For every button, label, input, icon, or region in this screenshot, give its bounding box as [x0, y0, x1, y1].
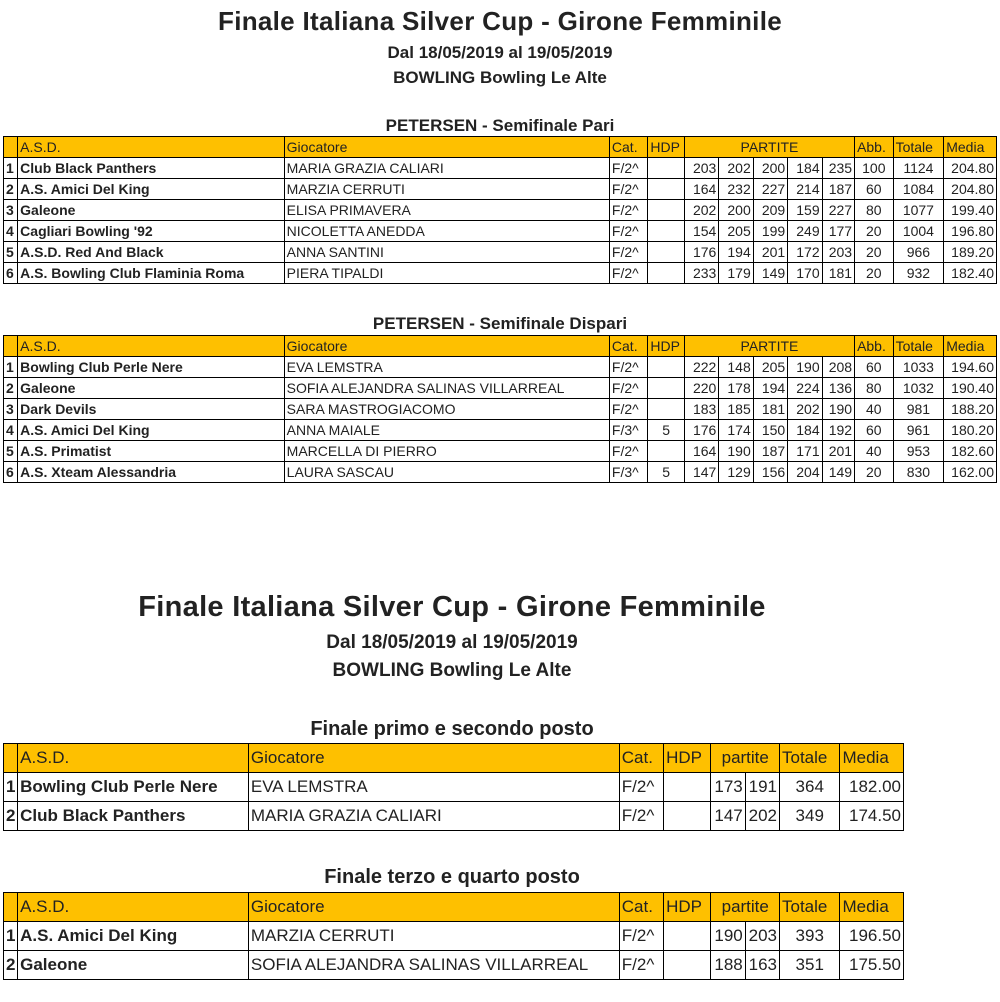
row-game-score: 204 — [788, 462, 822, 483]
row-category: F/2^ — [619, 951, 663, 980]
row-game-score: 190 — [788, 357, 822, 378]
row-handicap: 5 — [648, 462, 684, 483]
header-asd: A.S.D. — [18, 893, 249, 922]
row-game-score: 191 — [745, 773, 779, 802]
row-game-score: 200 — [753, 158, 787, 179]
row-category: F/2^ — [609, 357, 648, 378]
row-game-score: 209 — [753, 200, 787, 221]
header-cat: Cat. — [609, 336, 648, 357]
row-game-score: 203 — [822, 242, 854, 263]
header-pos-cell — [4, 893, 18, 922]
row-total: 830 — [893, 462, 944, 483]
semi-dispari-table — [3, 335, 997, 483]
venue-2: BOWLING Bowling Le Alte — [332, 660, 572, 681]
row-player: NICOLETTA ANEDDA — [284, 221, 609, 242]
row-abbuono: 20 — [855, 242, 894, 263]
row-player: ELISA PRIMAVERA — [284, 200, 609, 221]
row-position: 4 — [4, 221, 18, 242]
row-category: F/2^ — [609, 378, 648, 399]
row-player: EVA LEMSTRA — [284, 357, 609, 378]
table-row — [4, 773, 904, 802]
table-row — [4, 922, 904, 951]
row-average: 190.40 — [944, 378, 997, 399]
row-club: A.S. Amici Del King — [18, 922, 249, 951]
row-position: 5 — [4, 441, 18, 462]
row-game-score: 129 — [719, 462, 753, 483]
row-abbuono: 80 — [855, 200, 894, 221]
table-row — [4, 951, 904, 980]
row-category: F/2^ — [609, 441, 648, 462]
row-club: Galeone — [18, 951, 249, 980]
row-club: Club Black Panthers — [18, 802, 249, 831]
row-handicap — [648, 242, 684, 263]
row-average: 182.60 — [944, 441, 997, 462]
header-total: Totale — [780, 893, 840, 922]
row-abbuono: 60 — [855, 357, 894, 378]
row-game-score: 171 — [788, 441, 822, 462]
header-cat: Cat. — [619, 893, 663, 922]
row-abbuono: 100 — [855, 158, 894, 179]
row-club: Galeone — [18, 200, 284, 221]
header-hdp: HDP — [648, 336, 684, 357]
table-row — [4, 441, 997, 462]
row-player: SOFIA ALEJANDRA SALINAS VILLARREAL — [284, 378, 609, 399]
table-header-row — [4, 137, 997, 158]
row-position: 5 — [4, 242, 18, 263]
row-abbuono: 40 — [855, 441, 894, 462]
row-category: F/2^ — [609, 200, 648, 221]
header-asd: A.S.D. — [18, 336, 284, 357]
row-game-score: 176 — [684, 420, 718, 441]
row-handicap — [664, 922, 711, 951]
row-game-score: 187 — [753, 441, 787, 462]
row-game-score: 147 — [711, 802, 745, 831]
row-game-score: 200 — [719, 200, 753, 221]
row-total: 1077 — [893, 200, 944, 221]
semi-dispari-title: PETERSEN - Semifinale Dispari — [372, 314, 628, 333]
row-game-score: 177 — [822, 221, 854, 242]
row-position: 2 — [4, 951, 18, 980]
row-total: 364 — [780, 773, 840, 802]
row-position: 2 — [4, 179, 18, 200]
row-game-score: 202 — [719, 158, 753, 179]
row-total: 1124 — [893, 158, 944, 179]
header-total: Totale — [893, 137, 944, 158]
header-pos-cell — [4, 336, 18, 357]
page-title-2: Finale Italiana Silver Cup - Girone Femminile — [138, 591, 766, 623]
row-position: 6 — [4, 263, 18, 284]
row-game-score: 203 — [684, 158, 718, 179]
row-total: 393 — [780, 922, 840, 951]
row-handicap — [664, 802, 711, 831]
row-club: Dark Devils — [18, 399, 284, 420]
row-game-score: 214 — [788, 179, 822, 200]
row-handicap — [664, 773, 711, 802]
row-game-score: 163 — [745, 951, 779, 980]
header-player: Giocatore — [248, 744, 619, 773]
row-player: MARIA GRAZIA CALIARI — [284, 158, 609, 179]
table-header-row — [4, 336, 997, 357]
row-player: LAURA SASCAU — [284, 462, 609, 483]
row-total: 1033 — [893, 357, 944, 378]
row-player: MARZIA CERRUTI — [248, 922, 619, 951]
row-handicap — [648, 179, 684, 200]
table-row — [4, 399, 997, 420]
row-player: SOFIA ALEJANDRA SALINAS VILLARREAL — [248, 951, 619, 980]
header-hdp: HDP — [648, 137, 684, 158]
row-game-score: 232 — [719, 179, 753, 200]
row-category: F/2^ — [609, 221, 648, 242]
row-handicap — [648, 399, 684, 420]
row-game-score: 222 — [684, 357, 718, 378]
row-total: 966 — [893, 242, 944, 263]
header-total: Totale — [780, 744, 840, 773]
row-average: 204.80 — [944, 158, 997, 179]
row-total: 961 — [893, 420, 944, 441]
row-category: F/2^ — [609, 242, 648, 263]
table-header-row — [4, 744, 904, 773]
row-game-score: 183 — [684, 399, 718, 420]
header-hdp: HDP — [664, 893, 711, 922]
header-abb: Abb. — [855, 336, 894, 357]
table-row — [4, 158, 997, 179]
row-game-score: 136 — [822, 378, 854, 399]
header-cat: Cat. — [609, 137, 648, 158]
row-game-score: 172 — [788, 242, 822, 263]
row-game-score: 185 — [719, 399, 753, 420]
row-average: 199.40 — [944, 200, 997, 221]
row-game-score: 202 — [684, 200, 718, 221]
venue: BOWLING Bowling Le Alte — [393, 68, 607, 87]
row-handicap — [648, 200, 684, 221]
row-position: 2 — [4, 802, 18, 831]
row-category: F/3^ — [609, 420, 648, 441]
row-game-score: 164 — [684, 441, 718, 462]
row-game-score: 202 — [745, 802, 779, 831]
row-average: 204.80 — [944, 179, 997, 200]
table-row — [4, 179, 997, 200]
row-player: ANNA MAIALE — [284, 420, 609, 441]
row-game-score: 224 — [788, 378, 822, 399]
row-game-score: 181 — [753, 399, 787, 420]
row-position: 1 — [4, 773, 18, 802]
row-game-score: 159 — [788, 200, 822, 221]
row-game-score: 173 — [711, 773, 745, 802]
row-total: 1084 — [893, 179, 944, 200]
row-game-score: 233 — [684, 263, 718, 284]
header-asd: A.S.D. — [18, 744, 249, 773]
header-games: partite — [711, 893, 780, 922]
row-game-score: 154 — [684, 221, 718, 242]
final-1-2-table — [3, 743, 904, 831]
row-handicap — [664, 951, 711, 980]
row-total: 351 — [780, 951, 840, 980]
header-games: PARTITE — [684, 137, 854, 158]
row-club: A.S. Primatist — [18, 441, 284, 462]
row-game-score: 188 — [711, 951, 745, 980]
row-category: F/2^ — [619, 773, 663, 802]
row-position: 1 — [4, 922, 18, 951]
date-range: Dal 18/05/2019 al 19/05/2019 — [387, 43, 613, 62]
row-game-score: 149 — [753, 263, 787, 284]
row-game-score: 194 — [719, 242, 753, 263]
row-abbuono: 20 — [855, 462, 894, 483]
row-club: A.S. Amici Del King — [18, 179, 284, 200]
table-row — [4, 420, 997, 441]
row-category: F/3^ — [609, 462, 648, 483]
row-game-score: 190 — [822, 399, 854, 420]
table-header-row — [4, 893, 904, 922]
row-player: MARCELLA DI PIERRO — [284, 441, 609, 462]
row-position: 6 — [4, 462, 18, 483]
header-avg: Media — [840, 893, 904, 922]
semi-pari-table — [3, 136, 997, 284]
header-cat: Cat. — [619, 744, 663, 773]
row-game-score: 201 — [822, 441, 854, 462]
header-abb: Abb. — [855, 137, 894, 158]
row-player: EVA LEMSTRA — [248, 773, 619, 802]
row-handicap — [648, 263, 684, 284]
row-game-score: 201 — [753, 242, 787, 263]
header-player: Giocatore — [284, 137, 609, 158]
row-abbuono: 20 — [855, 221, 894, 242]
row-abbuono: 60 — [855, 179, 894, 200]
row-average: 189.20 — [944, 242, 997, 263]
row-game-score: 156 — [753, 462, 787, 483]
row-game-score: 192 — [822, 420, 854, 441]
final-3-4-title: Finale terzo e quarto posto — [324, 866, 580, 888]
row-game-score: 190 — [711, 922, 745, 951]
row-club: Galeone — [18, 378, 284, 399]
row-player: ANNA SANTINI — [284, 242, 609, 263]
header-pos-cell — [4, 744, 18, 773]
row-game-score: 178 — [719, 378, 753, 399]
row-game-score: 190 — [719, 441, 753, 462]
row-average: 182.00 — [840, 773, 904, 802]
row-category: F/2^ — [609, 263, 648, 284]
row-position: 3 — [4, 200, 18, 221]
row-game-score: 174 — [719, 420, 753, 441]
row-handicap — [648, 221, 684, 242]
row-game-score: 202 — [788, 399, 822, 420]
row-game-score: 249 — [788, 221, 822, 242]
row-total: 932 — [893, 263, 944, 284]
row-average: 175.50 — [840, 951, 904, 980]
semi-pari-title: PETERSEN - Semifinale Pari — [385, 116, 615, 135]
row-game-score: 148 — [719, 357, 753, 378]
row-average: 174.50 — [840, 802, 904, 831]
header-hdp: HDP — [664, 744, 711, 773]
table-row — [4, 221, 997, 242]
page-title: Finale Italiana Silver Cup - Girone Femminile — [218, 6, 782, 36]
header-avg: Media — [840, 744, 904, 773]
row-game-score: 184 — [788, 158, 822, 179]
row-category: F/2^ — [609, 399, 648, 420]
row-player: PIERA TIPALDI — [284, 263, 609, 284]
row-category: F/2^ — [609, 179, 648, 200]
row-average: 162.00 — [944, 462, 997, 483]
row-average: 188.20 — [944, 399, 997, 420]
row-game-score: 150 — [753, 420, 787, 441]
row-game-score: 199 — [753, 221, 787, 242]
row-player: MARIA GRAZIA CALIARI — [248, 802, 619, 831]
date-range-2: Dal 18/05/2019 al 19/05/2019 — [326, 632, 578, 653]
row-club: A.S. Bowling Club Flaminia Roma — [18, 263, 284, 284]
header-pos-cell — [4, 137, 18, 158]
row-abbuono: 40 — [855, 399, 894, 420]
row-club: A.S.D. Red And Black — [18, 242, 284, 263]
table-row — [4, 462, 997, 483]
row-club: Bowling Club Perle Nere — [18, 357, 284, 378]
row-category: F/2^ — [609, 158, 648, 179]
table-row — [4, 263, 997, 284]
header-avg: Media — [944, 137, 997, 158]
row-abbuono: 20 — [855, 263, 894, 284]
final-3-4-table — [3, 892, 904, 980]
row-total: 349 — [780, 802, 840, 831]
table-row — [4, 200, 997, 221]
row-club: Bowling Club Perle Nere — [18, 773, 249, 802]
row-handicap: 5 — [648, 420, 684, 441]
row-game-score: 205 — [753, 357, 787, 378]
row-club: A.S. Xteam Alessandria — [18, 462, 284, 483]
row-game-score: 235 — [822, 158, 854, 179]
table-row — [4, 802, 904, 831]
row-position: 1 — [4, 357, 18, 378]
row-game-score: 149 — [822, 462, 854, 483]
row-game-score: 227 — [822, 200, 854, 221]
row-game-score: 203 — [745, 922, 779, 951]
row-game-score: 184 — [788, 420, 822, 441]
table-row — [4, 357, 997, 378]
row-position: 3 — [4, 399, 18, 420]
row-game-score: 208 — [822, 357, 854, 378]
row-total: 1032 — [893, 378, 944, 399]
header-player: Giocatore — [248, 893, 619, 922]
row-average: 180.20 — [944, 420, 997, 441]
row-category: F/2^ — [619, 802, 663, 831]
row-total: 981 — [893, 399, 944, 420]
row-average: 196.80 — [944, 221, 997, 242]
row-average: 182.40 — [944, 263, 997, 284]
header-player: Giocatore — [284, 336, 609, 357]
row-club: Cagliari Bowling '92 — [18, 221, 284, 242]
row-game-score: 176 — [684, 242, 718, 263]
final-1-2-title: Finale primo e secondo posto — [310, 718, 594, 740]
row-handicap — [648, 378, 684, 399]
row-position: 2 — [4, 378, 18, 399]
row-game-score: 170 — [788, 263, 822, 284]
row-game-score: 179 — [719, 263, 753, 284]
header-games: PARTITE — [684, 336, 854, 357]
row-handicap — [648, 441, 684, 462]
row-position: 1 — [4, 158, 18, 179]
row-total: 1004 — [893, 221, 944, 242]
row-total: 953 — [893, 441, 944, 462]
row-game-score: 164 — [684, 179, 718, 200]
row-game-score: 205 — [719, 221, 753, 242]
row-game-score: 227 — [753, 179, 787, 200]
row-game-score: 147 — [684, 462, 718, 483]
row-category: F/2^ — [619, 922, 663, 951]
header-total: Totale — [893, 336, 944, 357]
row-player: SARA MASTROGIACOMO — [284, 399, 609, 420]
row-player: MARZIA CERRUTI — [284, 179, 609, 200]
row-game-score: 220 — [684, 378, 718, 399]
row-position: 4 — [4, 420, 18, 441]
table-row — [4, 242, 997, 263]
row-handicap — [648, 158, 684, 179]
header-asd: A.S.D. — [18, 137, 284, 158]
row-average: 196.50 — [840, 922, 904, 951]
row-handicap — [648, 357, 684, 378]
header-avg: Media — [944, 336, 997, 357]
row-game-score: 187 — [822, 179, 854, 200]
header-games: partite — [711, 744, 780, 773]
row-game-score: 194 — [753, 378, 787, 399]
row-average: 194.60 — [944, 357, 997, 378]
row-club: Club Black Panthers — [18, 158, 284, 179]
row-club: A.S. Amici Del King — [18, 420, 284, 441]
table-row — [4, 378, 997, 399]
row-game-score: 181 — [822, 263, 854, 284]
row-abbuono: 80 — [855, 378, 894, 399]
row-abbuono: 60 — [855, 420, 894, 441]
